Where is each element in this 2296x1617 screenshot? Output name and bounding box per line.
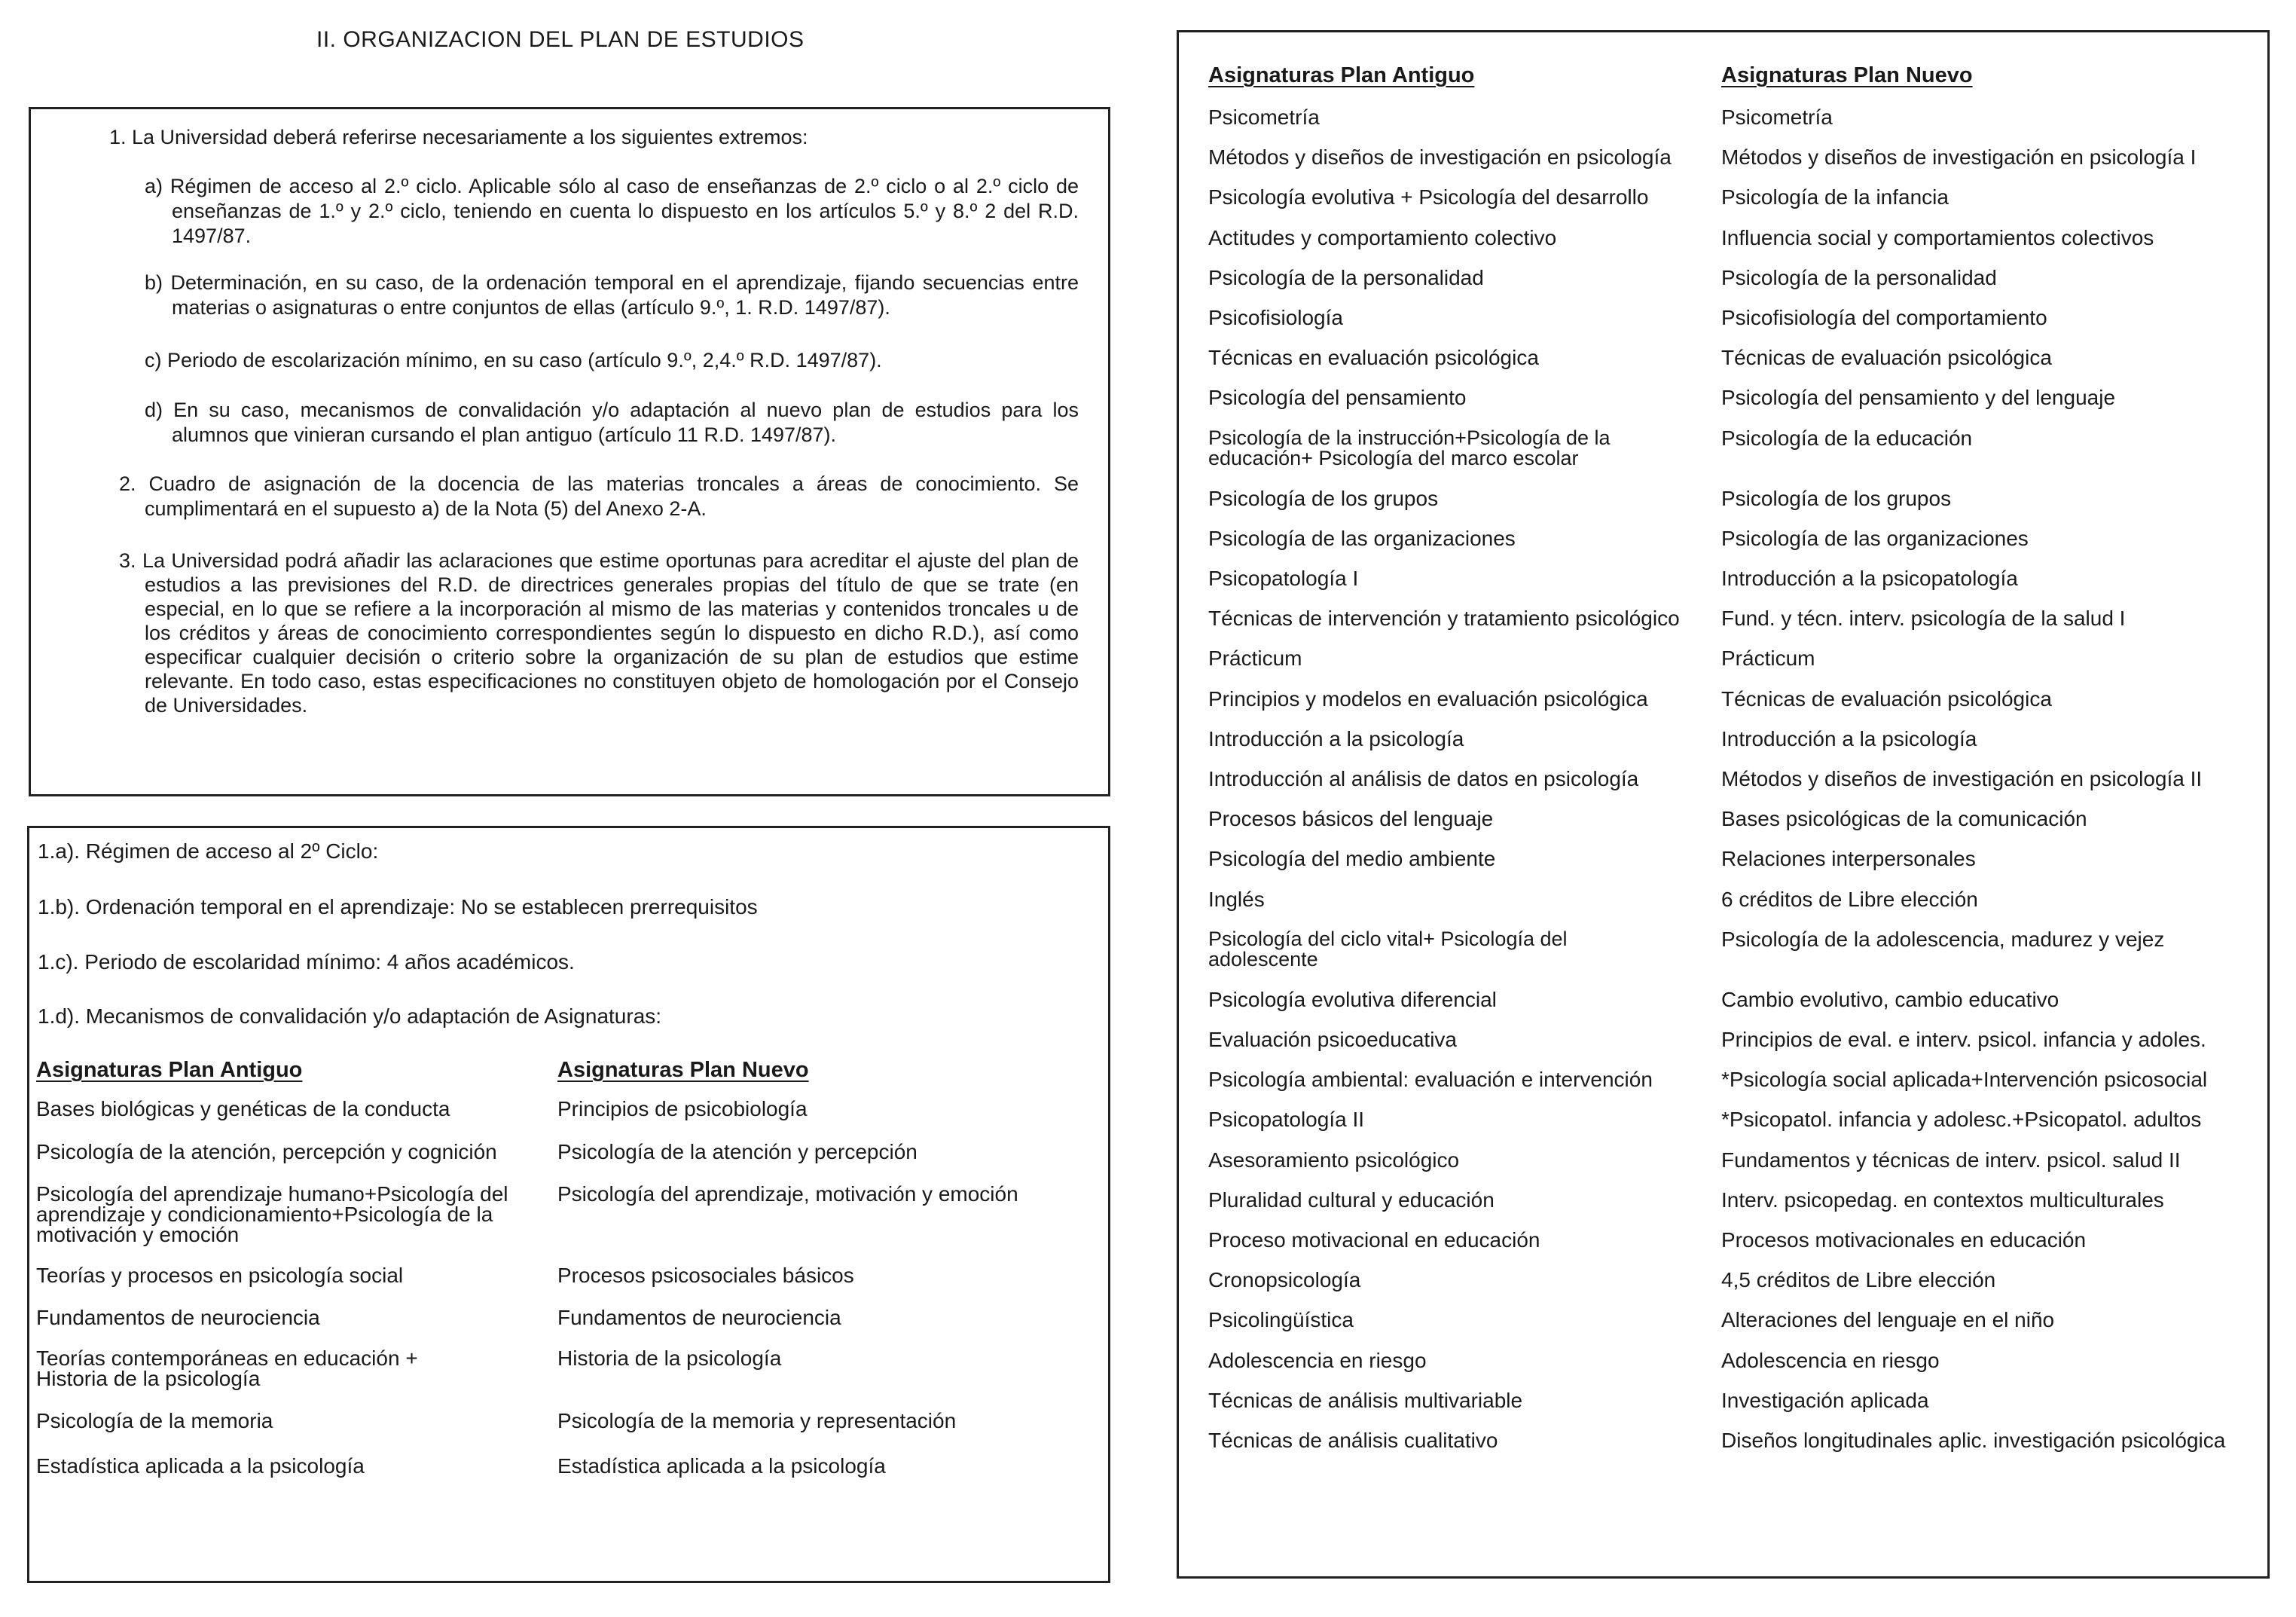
right-old-subject: Psicometría [1208, 105, 1320, 129]
right-old-subject: Evaluación psicoeducativa [1208, 1028, 1457, 1051]
temporal-order-line: 1.b). Ordenación temporal en el aprendizaje: No se establecen prerrequisitos [38, 895, 758, 919]
conv-old-subject: Teorías y procesos en psicología social [36, 1264, 404, 1287]
right-old-subject: Prácticum [1208, 646, 1302, 671]
conv-new-subject: Psicología del aprendizaje, motivación y emoción [557, 1182, 1018, 1206]
right-new-subject: Principios de eval. e interv. psicol. infancia y adoles. [1721, 1028, 2206, 1051]
conv-new-subject: Principios de psicobiología [557, 1097, 808, 1120]
requirement-b: b) Determinación, en su caso, de la ordenación temporal en el aprendizaje, fijando secuencias entre materias o asignaturas o entre conjuntos de ellas (artículo 9.º, 1. R.D. 1497/87). [145, 271, 1079, 319]
right-new-subject: Psicología del pensamiento y del lenguaje [1721, 386, 2116, 410]
conv-old-subject: Psicología del aprendizaje humano+Psicología del aprendizaje y condicionamiento+Psicología de la motivación y emoción [36, 1182, 508, 1246]
page-title: II. ORGANIZACION DEL PLAN DE ESTUDIOS [316, 27, 805, 52]
right-new-subject: Psicología de la educación [1721, 426, 1973, 450]
right-new-subject: 4,5 créditos de Libre elección [1721, 1268, 1996, 1292]
right-new-subject: Cambio evolutivo, cambio educativo [1721, 987, 2059, 1011]
right-old-subject: Introducción al análisis de datos en psicología [1208, 767, 1639, 790]
access-regime-line: 1.a). Régimen de acceso al 2º Ciclo: [38, 839, 379, 863]
right-old-subject: Psicología de la personalidad [1208, 265, 1484, 289]
right-new-subject: Alteraciones del lenguaje en el niño [1721, 1308, 2055, 1332]
right-new-subject: Métodos y diseños de investigación en psicología I [1721, 145, 2197, 170]
requirement-a: a) Régimen de acceso al 2.º ciclo. Aplicable sólo al caso de enseñanzas de 2.º ciclo o al 2.º ciclo de enseñanzas de 1.º y 2.º ciclo, teniendo en cuenta lo dispuesto en los artículos 5.º y 8.º 2 del R.D. 1497/87. [145, 175, 1079, 247]
right-old-subject: Principios y modelos en evaluación psicológica [1208, 686, 1648, 711]
right-new-subject: Prácticum [1721, 646, 1815, 671]
conv-new-subject: Fundamentos de neurociencia [557, 1306, 841, 1329]
right-new-subject: Psicología de la adolescencia, madurez y vejez [1721, 927, 2165, 951]
right-new-subject: Psicología de la personalidad [1721, 265, 1997, 289]
conv-new-subject: Historia de la psicología [557, 1346, 782, 1370]
right-old-subject: Proceso motivacional en educación [1208, 1228, 1540, 1252]
right-new-subject: Relaciones interpersonales [1721, 847, 1976, 871]
right-new-subject: 6 créditos de Libre elección [1721, 887, 1978, 911]
right-new-subject: Técnicas de evaluación psicológica [1721, 346, 2052, 370]
right-old-subject: Técnicas en evaluación psicológica [1208, 346, 1539, 370]
right-old-subject: Psicolingüística [1208, 1308, 1354, 1332]
right-old-subject: Asesoramiento psicológico [1208, 1148, 1460, 1172]
conv-old-subject: Psicología de la memoria [36, 1409, 273, 1432]
right-old-subject: Técnicas de intervención y tratamiento psicológico [1208, 607, 1680, 631]
right-old-subject: Cronopsicología [1208, 1268, 1361, 1292]
right-old-subject: Actitudes y comportamiento colectivo [1208, 225, 1557, 249]
right-new-subject: Psicología de las organizaciones [1721, 526, 2029, 550]
right-new-subject: Fund. y técn. interv. psicología de la salud I [1721, 607, 2126, 631]
conv-header-new: Asignaturas Plan Nuevo [557, 1058, 809, 1082]
right-new-subject: Psicología de la infancia [1721, 185, 1949, 209]
right-new-subject: Interv. psicopedag. en contextos multiculturales [1721, 1188, 2164, 1212]
right-new-subject: Psicofisiología del comportamiento [1721, 306, 2047, 329]
right-new-subject: Diseños longitudinales aplic. investigación psicológica [1721, 1429, 2226, 1452]
right-old-subject: Psicología del medio ambiente [1208, 847, 1496, 871]
right-old-subject: Inglés [1208, 887, 1265, 911]
requirement-item-1: 1. La Universidad deberá referirse necesariamente a los siguientes extremos: [109, 126, 808, 148]
conv-old-subject: Psicología de la atención, percepción y cognición [36, 1140, 497, 1163]
conv-header-old: Asignaturas Plan Antiguo [36, 1058, 303, 1082]
right-old-subject: Psicología de los grupos [1208, 486, 1439, 510]
right-old-subject: Psicopatología I [1208, 567, 1359, 590]
right-old-subject: Psicología ambiental: evaluación e intervención [1208, 1068, 1653, 1092]
requirement-d: d) En su caso, mecanismos de convalidación y/o adaptación al nuevo plan de estudios para los alumnos que vinieran cursando el plan antiguo (artículo 11 R.D. 1497/87). [145, 399, 1079, 446]
right-old-subject: Psicología de las organizaciones [1208, 526, 1516, 550]
conv-new-subject: Procesos psicosociales básicos [557, 1264, 854, 1287]
right-new-subject: Investigación aplicada [1721, 1388, 1929, 1412]
requirement-item-2: 2. Cuadro de asignación de la docencia de las materias troncales a áreas de conocimiento. Se cumplimentará en el supuesto a) de la Nota (5) del Anexo 2-A. [119, 472, 1079, 520]
right-old-subject: Psicología evolutiva diferencial [1208, 987, 1497, 1011]
right-new-subject: Psicología de los grupos [1721, 486, 1952, 510]
right-new-subject: Fundamentos y técnicas de interv. psicol. salud II [1721, 1148, 2181, 1172]
right-table-box [1177, 30, 2270, 1579]
conv-old-subject: Bases biológicas y genéticas de la conducta [36, 1097, 450, 1120]
conv-new-subject: Estadística aplicada a la psicología [557, 1454, 886, 1478]
right-old-subject: Psicología del pensamiento [1208, 386, 1467, 410]
right-new-subject: Adolescencia en riesgo [1721, 1348, 1940, 1372]
conv-new-subject: Psicología de la atención y percepción [557, 1140, 917, 1163]
right-old-subject: Adolescencia en riesgo [1208, 1348, 1427, 1372]
requirement-item-3: 3. La Universidad podrá añadir las aclaraciones que estime oportunas para acreditar el ajuste del plan de estudios a las previsiones del R.D. de directrices generales propias del título de que se trate (en especial, en lo que se refiere a la incorporación al mismo de las materias y contenidos troncales u de los créditos y áreas de conocimiento correspondientes según lo dispuesto en dicho R.D.), así como especificar cualquier decisión o criterio sobre la organización de su plan de estudios que estime relevante. En todo caso, estas especificaciones no constituyen objeto de homologación por el Consejo de Universidades. [119, 549, 1079, 717]
right-header-old: Asignaturas Plan Antiguo [1208, 63, 1475, 87]
right-new-subject: Técnicas de evaluación psicológica [1721, 686, 2052, 711]
right-new-subject: Métodos y diseños de investigación en psicología II [1721, 767, 2203, 790]
right-old-subject: Pluralidad cultural y educación [1208, 1188, 1495, 1212]
right-header-new: Asignaturas Plan Nuevo [1721, 63, 1973, 87]
right-new-subject: Procesos motivacionales en educación [1721, 1228, 2087, 1252]
right-old-subject: Psicofisiología [1208, 306, 1343, 329]
right-old-subject: Técnicas de análisis multivariable [1208, 1388, 1523, 1412]
conv-old-subject: Teorías contemporáneas en educación + Historia de la psicología [36, 1346, 418, 1390]
right-new-subject: Influencia social y comportamientos colectivos [1721, 225, 2154, 249]
right-new-subject: Introducción a la psicopatología [1721, 567, 2018, 590]
right-old-subject: Psicología de la instrucción+Psicología de la educación+ Psicología del marco escolar [1208, 426, 1611, 469]
right-old-subject: Psicología evolutiva + Psicología del desarrollo [1208, 185, 1649, 209]
right-new-subject: *Psicología social aplicada+Intervención psicosocial [1721, 1068, 2208, 1092]
right-old-subject: Técnicas de análisis cualitativo [1208, 1429, 1498, 1452]
conv-new-subject: Psicología de la memoria y representación [557, 1409, 957, 1432]
right-old-subject: Métodos y diseños de investigación en psicología [1208, 145, 1672, 170]
right-old-subject: Psicología del ciclo vital+ Psicología del adolescente [1208, 927, 1568, 971]
mechanisms-line: 1.d). Mecanismos de convalidación y/o adaptación de Asignaturas: [38, 1004, 662, 1028]
requirement-c: c) Periodo de escolarización mínimo, en su caso (artículo 9.º, 2,4.º R.D. 1497/87). [145, 349, 882, 371]
minimum-period-line: 1.c). Periodo de escolaridad mínimo: 4 años académicos. [38, 950, 575, 974]
conv-old-subject: Estadística aplicada a la psicología [36, 1454, 365, 1478]
right-new-subject: Bases psicológicas de la comunicación [1721, 807, 2087, 831]
right-old-subject: Introducción a la psicología [1208, 726, 1464, 750]
right-new-subject: *Psicopatol. infancia y adolesc.+Psicopatol. adultos [1721, 1108, 2202, 1132]
right-new-subject: Introducción a la psicología [1721, 726, 1977, 750]
right-old-subject: Procesos básicos del lenguaje [1208, 807, 1494, 831]
right-old-subject: Psicopatología II [1208, 1108, 1365, 1132]
right-new-subject: Psicometría [1721, 105, 1833, 129]
conv-old-subject: Fundamentos de neurociencia [36, 1306, 320, 1329]
